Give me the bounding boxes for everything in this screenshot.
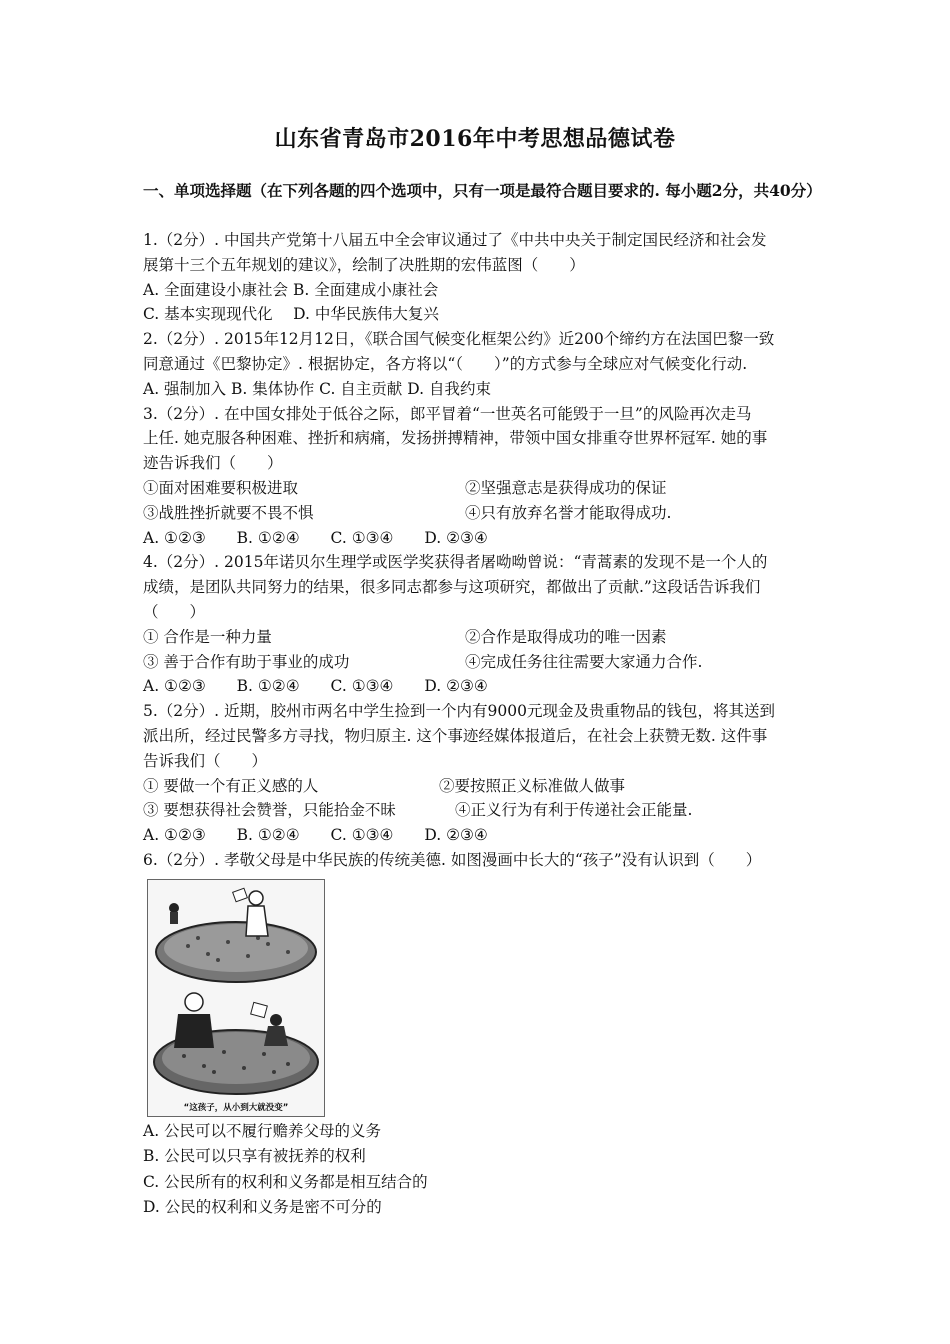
statement-row [143, 650, 815, 675]
option: B. 公民可以只享有被抚养的权利 [143, 1147, 366, 1166]
question-text-line: 同意通过《巴黎协定》. 根据协定，各方将以“（ ）”的方式参与全球应对气候变化行动. [143, 354, 748, 373]
choice: B. ①②④ [236, 826, 300, 845]
statement: ① 合作是一种力量 [143, 627, 272, 646]
choice-row [143, 823, 815, 848]
question-text-line: 5.（2分）. 近期，胶州市两名中学生捡到一个内有9000元现金及贵重物品的钱包，将其送到 [143, 702, 775, 721]
question-text-line: 迹告诉我们（ ） [143, 454, 283, 473]
option-line: A. 强制加入 B. 集体协作 C. 自主贡献 D. 自我约束 [143, 379, 491, 398]
question-text-line: （ ） [143, 602, 206, 621]
choice: B. ①②④ [236, 677, 300, 696]
option: C. 公民所有的权利和义务都是相互结合的 [143, 1172, 428, 1191]
statement-row [143, 625, 815, 650]
statement: ②合作是取得成功的唯一因素 [465, 627, 667, 646]
question-2 [143, 327, 815, 401]
statement: ① 要做一个有正义感的人 [143, 776, 319, 795]
choice: B. ①②④ [236, 528, 300, 547]
choice: A. ①②③ [143, 826, 206, 845]
statement-row [143, 798, 815, 823]
statement: ④正义行为有利于传递社会正能量. [455, 801, 693, 820]
question-5 [143, 699, 815, 848]
figure-caption: “这孩子，从小到大就没变” [183, 1102, 289, 1113]
question-6 [143, 848, 815, 1221]
statement-row [143, 501, 815, 526]
statement: ①面对困难要积极进取 [143, 478, 299, 497]
question-text-line: 1.（2分）. 中国共产党第十八届五中全会审议通过了《中共中央关于制定国民经济和社会发 [143, 231, 767, 249]
question-text-line: 派出所，经过民警多方寻找，物归原主. 这个事迹经媒体报道后，在社会上获赞无数. 这件事 [143, 726, 768, 745]
choice: A. ①②③ [143, 677, 206, 696]
question-text-line: 告诉我们（ ） [143, 751, 268, 770]
statement: ②要按照正义标准做人做事 [439, 776, 626, 795]
statement-row [143, 774, 815, 799]
statement: ③战胜挫折就要不畏不惧 [143, 503, 314, 522]
cartoon-figure [147, 879, 325, 1117]
option: A. 公民可以不履行赡养父母的义务 [143, 1121, 382, 1140]
choice: C. ①③④ [330, 528, 394, 547]
choice: C. ①③④ [330, 677, 394, 696]
question-3 [143, 402, 815, 551]
statement: ④完成任务往往需要大家通力合作. [465, 652, 703, 671]
question-text-line: 3.（2分）. 在中国女排处于低谷之际，郎平冒着“一世英名可能毁于一旦”的风险再次走马 [143, 404, 752, 423]
question-text-line: 4.（2分）. 2015年诺贝尔生理学或医学奖获得者屠呦呦曾说：“青蒿素的发现不是一个人的 [143, 553, 768, 572]
statement-row [143, 476, 815, 501]
choice: D. ②③④ [424, 677, 488, 696]
question-text-line: 展第十三个五年规划的建议》，绘制了决胜期的宏伟蓝图（ ） [143, 255, 585, 274]
question-1 [143, 228, 815, 327]
question-text-line: 2.（2分）. 2015年12月12日，《联合国气候变化框架公约》近200个缔约方在法国巴黎一致 [143, 330, 775, 349]
section-heading: 一、单项选择题（在下列各题的四个选项中，只有一项是最符合题目要求的. 每小题2分，共40分） [143, 181, 822, 200]
choice: D. ②③④ [424, 528, 488, 547]
option-list [143, 1119, 815, 1221]
questions-container [143, 228, 815, 1221]
choice: A. ①②③ [143, 528, 206, 547]
option-line: A. 全面建设小康社会 B. 全面建成小康社会 [143, 280, 439, 299]
choice-row [143, 674, 815, 699]
choice-row [143, 526, 815, 551]
statement: ③ 善于合作有助于事业的成功 [143, 652, 350, 671]
question-text-line: 6.（2分）. 孝敬父母是中华民族的传统美德. 如图漫画中长大的“孩子”没有认识到（ ） [143, 850, 762, 869]
question-4 [143, 550, 815, 699]
option: D. 公民的权利和义务是密不可分的 [143, 1198, 382, 1217]
choice: C. ①③④ [330, 826, 394, 845]
statement: ③ 要想获得社会赞誉，只能拾金不昧 [143, 801, 396, 820]
question-text-line: 上任. 她克服各种困难、挫折和病痛，发扬拼搏精神，带领中国女排重夺世界杯冠军. 她的事 [143, 429, 768, 448]
statement: ④只有放弃名誉才能取得成功. [465, 503, 672, 522]
statement: ②坚强意志是获得成功的保证 [465, 478, 667, 497]
cartoon-illustration [148, 880, 324, 1116]
option-line: C. 基本实现现代化 D. 中华民族伟大复兴 [143, 305, 439, 324]
question-text-line: 成绩，是团队共同努力的结果，很多同志都参与这项研究，都做出了贡献.”这段话告诉我们 [143, 578, 761, 597]
page-title: 山东省青岛市2016年中考思想品德试卷 [274, 126, 676, 152]
choice: D. ②③④ [424, 826, 488, 845]
